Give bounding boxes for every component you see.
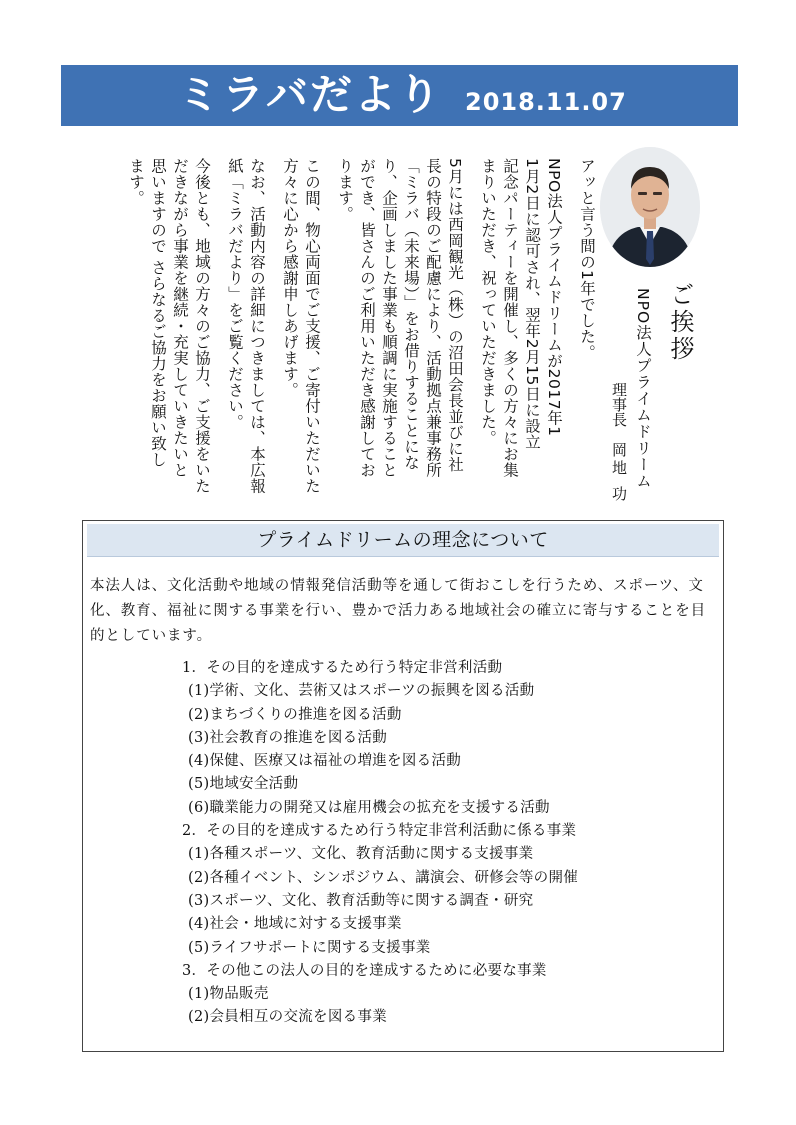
philosophy-heading: プライムドリームの理念について [87, 524, 719, 557]
section-title: 2．その目的を達成するため行う特定非営利活動に係る事業 [182, 823, 577, 840]
list-item: (1)各種スポーツ、文化、教育活動に関する支援事業 [188, 846, 534, 863]
philosophy-box [82, 520, 724, 1052]
newsletter-title: ミラバだより [178, 70, 443, 119]
list-item: (1)物品販売 [188, 986, 269, 1003]
greeting-paragraph: 今後とも、地域の方々のご協力、ご支援をいた だきながら事業を継続・充実していきたいと 思いますので さらなるご協力をお願い致し ます。 [127, 158, 211, 494]
header-banner [61, 65, 738, 126]
greeting-paragraph: 5月には西岡観光（株）の沼田会長並びに社 長の特段のご配慮により、活動拠点兼事務所 「ミラバ（未来場）」をお借りすることにな り、企画しました事業も順調に実施すること ができ、皆さんのご利用いただき感謝してお ります。 [336, 158, 464, 478]
list-item: (4)保健、医療又は福祉の増進を図る活動 [188, 753, 462, 770]
greeting-title: ご挨拶 [666, 282, 694, 363]
issue-date: 2018.11.07 [465, 88, 627, 116]
greeting-paragraph: なお、活動内容の詳細につきましては、本広報 紙「ミラバだより」をご覧ください。 [226, 158, 266, 494]
section-title: 3．その他この法人の目的を達成するために必要な事業 [182, 962, 547, 979]
list-item: (5)地域安全活動 [188, 776, 299, 793]
greeting-body [114, 158, 598, 503]
section-title: 1．その目的を達成するため行う特定非営利活動 [182, 660, 503, 676]
list-item: (2)各種イベント、シンポジウム、講演会、研修会等の開催 [188, 869, 579, 886]
greeting-name: 岡地 功 [610, 442, 628, 504]
list-item: (4)社会・地域に対する支援事業 [188, 916, 402, 933]
chairman-photo [600, 147, 700, 267]
list-item: (3)スポーツ、文化、教育活動等に関する調査・研究 [188, 892, 534, 909]
greeting-organization: NPO法人プライムドリーム [634, 288, 652, 490]
greeting-paragraph: アッと言う間の1年でした。 [578, 158, 596, 361]
philosophy-intro: 本法人は、文化活動や地域の情報発信活動等を通して街おこしを行うため、スポーツ、文化、教育、福祉に関する事業を行い、豊かで活力ある地域社会の確立に寄与することを目的としています。 [90, 578, 706, 644]
philosophy-list [182, 657, 578, 1030]
list-item: (2)会員相互の交流を図る事業 [188, 1009, 388, 1026]
portrait-image [600, 147, 700, 267]
greeting-role: 理事長 [610, 382, 628, 427]
list-item: (5)ライフサポートに関する支援事業 [188, 939, 431, 956]
list-item: (6)職業能力の開発又は雇用機会の拡充を支援する活動 [188, 799, 550, 816]
greeting-paragraph: この間、物心両面でご支援、ご寄付いただいた 方々に心から感謝申しあげます。 [281, 158, 321, 494]
list-item: (1)学術、文化、芸術又はスポーツの振興を図る活動 [188, 683, 535, 700]
greeting-paragraph: NPO法人プライムドリームが2017年1 1月2日に認可され、翌年2月15日に設立 記念パーティーを開催し、多くの方々にお集 まりいただき、祝っていただきました。 [479, 158, 563, 478]
list-item: (3)社会教育の推進を図る活動 [188, 729, 388, 746]
list-item: (2)まちづくりの推進を図る活動 [188, 706, 402, 723]
